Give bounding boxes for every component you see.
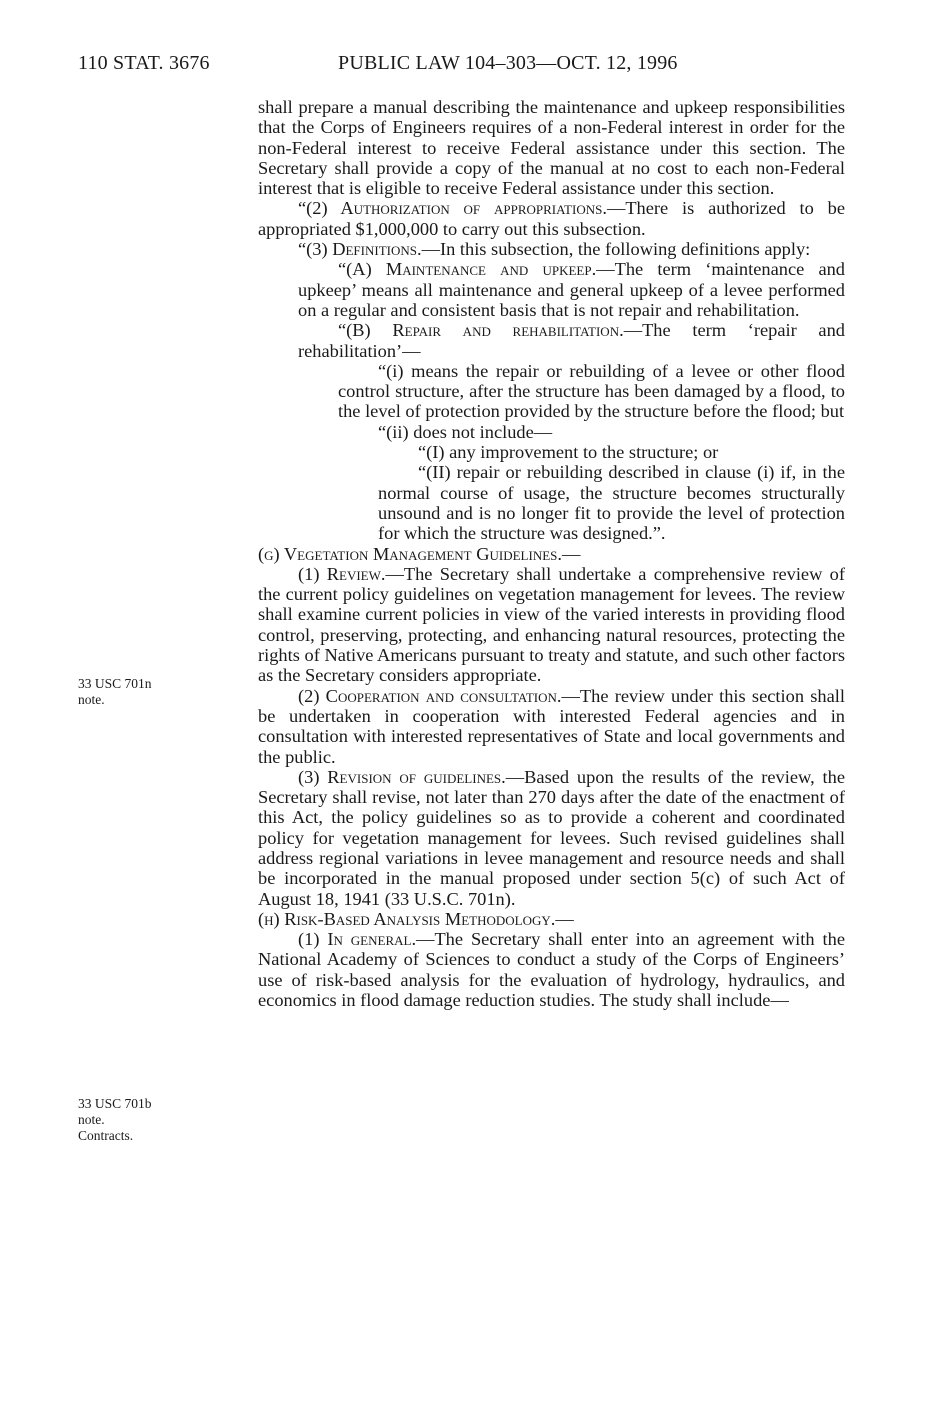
section-heading: (2) Cooperation and consultation. [298,685,562,706]
paragraph-revision [258,767,845,909]
paragraph-manual: shall prepare a manual describing the maintenance and upkeep responsibilities that the Corps of Engineers requires of a non-Federal interest in order for the non-Federal interest to receive Federal assistance under this section. The Secretary shall provide a copy of the manual at no cost to each non-Federal interest that is eligible to receive Federal assistance under this section. [258,97,845,199]
margin-note-line: note. [78,1112,105,1127]
section-heading: (1) In general. [298,929,417,950]
section-heading: (3) Revision of guidelines. [298,766,506,787]
margin-note-701n [78,676,152,708]
section-heading: “(3) Definitions. [298,239,422,260]
public-law-running-head: PUBLIC LAW 104–303—OCT. 12, 1996 [338,52,678,74]
margin-note-line: Contracts. [78,1128,134,1143]
paragraph-maintenance-upkeep [258,259,845,320]
section-text: —The term ‘repair and rehabilitation’— [298,320,845,361]
heading-risk-based-analysis [258,909,845,929]
page-header [78,52,778,82]
subclause-I: “(I) any improvement to the structure; or [418,442,719,463]
clause-ii: “(ii) does not include— [378,421,553,442]
margin-note-line: 33 USC 701b [78,1096,152,1111]
section-text: —Based upon the results of the review, the Secretary shall revise, not later than 270 days after the date of the enactment of this Act, the policy guidelines so as to provide a coherent and coordinated policy for vegetation management for levees. Such revised guidelines shall address regional variations in levee management and resource needs and shall be incorporated in the manual proposed under section 5(c) of such Act of August 18, 1941 (33 U.S.C. 701n). [258,766,845,909]
section-text: —The term ‘maintenance and upkeep’ means all maintenance and general upkeep of a levee performed on a regular and consistent basis that is not repair and rehabilitation. [298,259,845,320]
section-heading: “(2) Authorization of appropriations. [298,198,607,219]
paragraph-authorization [258,198,845,239]
section-heading: (1) Review. [298,563,386,584]
section-text: —The Secretary shall enter into an agreement with the National Academy of Sciences to conduct a study of the Corps of Engineers’ use of risk-based analysis for the evaluation of hydrology, hydraulics, and economics in flood damage reduction studies. The study shall include— [258,929,845,1011]
section-heading: “(B) Repair and rehabilitation. [338,320,624,341]
section-text: —The review under this section shall be undertaken in cooperation with interested Federal agencies and in consultation with interested representatives of State and local governments and the public. [258,685,845,767]
statute-page-reference: 110 STAT. 3676 [78,52,210,74]
margin-note-701b [78,1096,152,1144]
paragraph-in-general [258,929,845,1010]
margin-note-line: 33 USC 701n [78,676,152,691]
section-heading: (g) Vegetation Management Guidelines.— [258,543,581,564]
clause-i: “(i) means the repair or rebuilding of a levee or other flood control structure, after the structure has been damaged by a flood, to the level of protection provided by the structure before the flood; but [338,360,845,422]
statute-text-body [258,97,845,1010]
paragraph-repair-rehabilitation [258,320,845,361]
paragraph-cooperation [258,686,845,767]
subclause-II: “(II) repair or rebuilding described in clause (i) if, in the normal course of usage, the structure becomes structurally unsound and is no longer fit to provide the level of protection for which the structure was designed.”. [378,462,845,544]
paragraph-review [258,564,845,686]
margin-note-line: note. [78,692,105,707]
section-heading: (h) Risk-Based Analysis Methodology.— [258,908,574,929]
section-heading: “(A) Maintenance and upkeep. [338,259,597,280]
heading-vegetation-guidelines [258,544,845,564]
section-text: —There is authorized to be appropriated $1,000,000 to carry out this subsection. [258,198,845,239]
section-text: —The Secretary shall undertake a comprehensive review of the current policy guidelines on vegetation management for levees. The review shall examine current policies in view of the varied interests in providing flood control, preserving, protecting, and enhancing natural resources, protecting the rights of Native Americans pursuant to treaty and statute, and such other factors as the Secretary considers appropriate. [258,563,845,686]
section-text: —In this subsection, the following definitions apply: [421,239,811,260]
paragraph-definitions [258,239,845,259]
